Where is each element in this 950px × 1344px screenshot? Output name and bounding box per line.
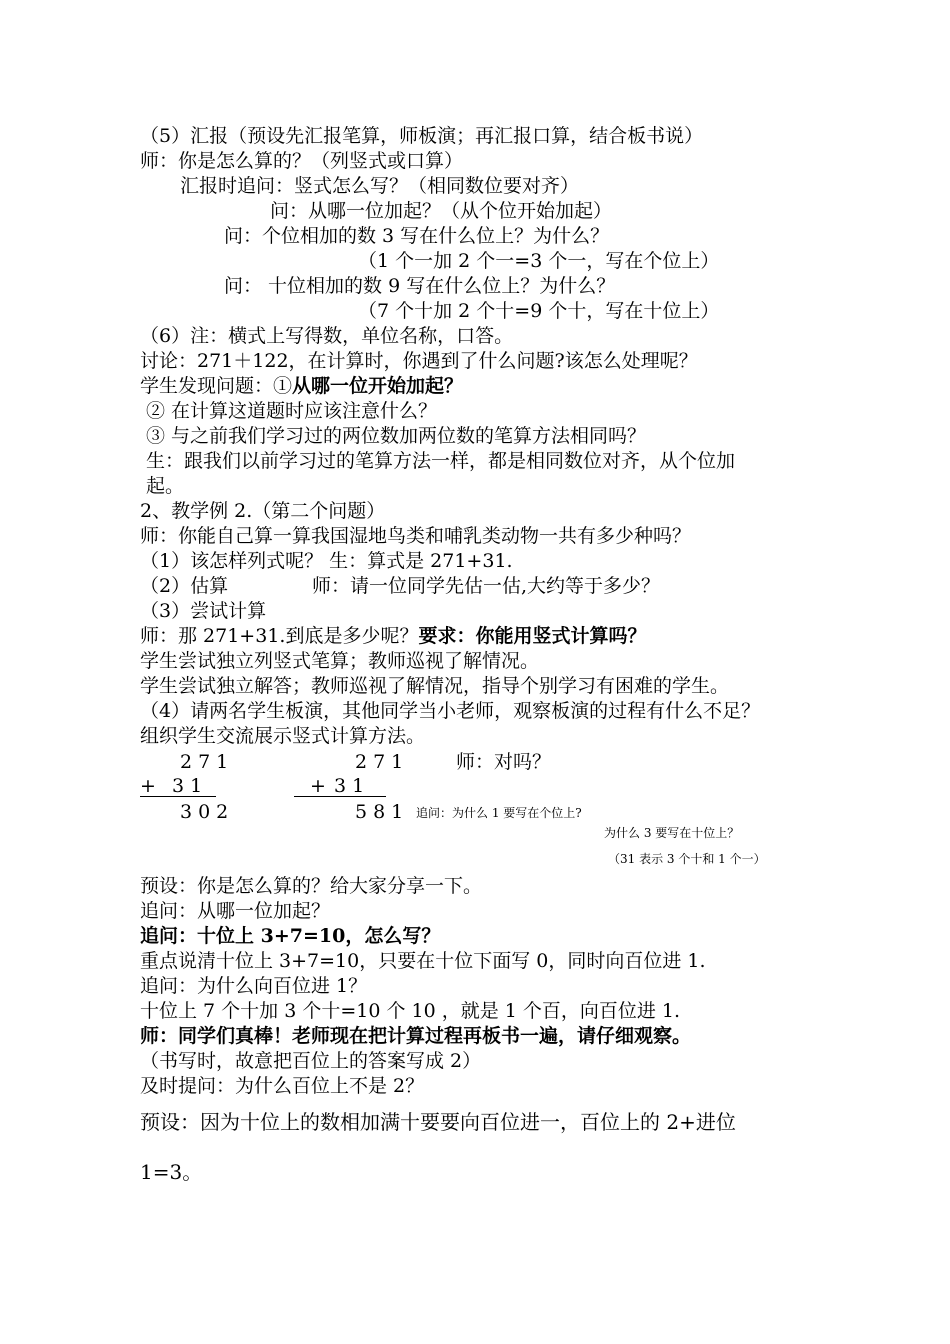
- followup-carry: 追问：为什么向百位进 1？: [140, 975, 368, 997]
- calc-b-operand-row: [294, 774, 386, 797]
- teacher-ask-correct: 师：对吗？: [456, 751, 552, 773]
- timely-question: 及时提问：为什么百位上不是 2？: [140, 1075, 425, 1097]
- calc-b-result: 581: [355, 801, 410, 823]
- followup-note-1: 追问：为什么 1 要写在个位上?: [416, 806, 582, 820]
- student-answer: 生：跟我们以前学习过的笔算方法一样，都是相同数位对齐，从个位加: [146, 450, 736, 472]
- followup-start: 追问：从哪一位加起？: [140, 900, 331, 922]
- calc-b-addend: 31: [334, 775, 371, 797]
- problem-one: 从哪一位开始加起？: [292, 375, 464, 397]
- writing-note: （书写时，故意把百位上的答案写成 2）: [140, 1050, 482, 1072]
- step-three: （3）尝试计算: [140, 600, 267, 622]
- followup-vertical: 汇报时追问：竖式怎么写？（相同数位要对齐）: [180, 175, 580, 197]
- followup-ones: 问：个位相加的数 3 写在什么位上？为什么？: [224, 225, 610, 247]
- preset-reason-cont: 1=3。: [140, 1160, 203, 1184]
- followup-note-2: 为什么 3 要写在十位上？: [604, 826, 740, 840]
- note-line: （6）注：横式上写得数，单位名称，口答。: [140, 325, 514, 347]
- organize-line: 组织学生交流展示竖式计算方法。: [140, 725, 426, 747]
- key-point: 重点说清十位上 3+7=10，只要在十位下面写 0，同时向百位进 1.: [140, 950, 706, 972]
- preset-reason: 预设：因为十位上的数相加满十要要向百位进一，百位上的 2+进位: [140, 1110, 736, 1134]
- carry-explanation: 十位上 7 个十加 3 个十=10 个 10 ，就是 1 个百，向百位进 1.: [140, 1000, 681, 1022]
- followup-note-3: （31 表示 3 个十和 1 个一）: [608, 852, 766, 866]
- answer-ones: （1 个一加 2 个一=3 个一，写在个位上）: [358, 250, 720, 272]
- student-problems: [140, 374, 463, 398]
- calc-b-plus: +: [310, 775, 326, 797]
- teacher-prompt: 师：你能自己算一算我国湿地鸟类和哺乳类动物一共有多少种吗？: [140, 525, 692, 547]
- student-answer-cont: 起。: [146, 475, 185, 497]
- followup-tens: 问： 十位相加的数 9 写在什么位上？为什么？: [224, 275, 616, 297]
- step-one: （1）该怎样列式呢？ 生：算式是 271+31.: [140, 550, 513, 572]
- requirement-bold: 要求：你能用竖式计算吗？: [418, 625, 647, 647]
- student-try-1: 学生尝试独立列竖式笔算；教师巡视了解情况。: [140, 650, 540, 672]
- requirement-line: [140, 624, 646, 648]
- followup-tens-write: 追问：十位上 3+7=10，怎么写？: [140, 925, 441, 947]
- step-four: （4）请两名学生板演，其他同学当小老师，观察板演的过程有什么不足？: [140, 700, 761, 722]
- student-problems-label: 学生发现问题：①: [140, 375, 293, 397]
- teacher-praise: 师：同学们真棒！老师现在把计算过程再板书一遍，请仔细观察。: [140, 1025, 692, 1047]
- calc-a-addend: 31: [172, 775, 209, 797]
- requirement-question: 师：那 271+31.到底是多少呢？: [140, 625, 419, 647]
- example-two-heading: 2、教学例 2.（第二个问题）: [140, 500, 386, 522]
- student-try-2: 学生尝试独立解答；教师巡视了解情况，指导个别学习有困难的学生。: [140, 675, 730, 697]
- preset-share: 预设：你是怎么算的？给大家分享一下。: [140, 875, 483, 897]
- step-two: （2）估算: [140, 575, 229, 597]
- problem-three: ③ 与之前我们学习过的两位数加两位数的笔算方法相同吗？: [146, 425, 647, 447]
- calc-a-top: 271: [180, 751, 235, 773]
- calc-a-result: 302: [180, 801, 235, 823]
- calc-a-plus: +: [140, 775, 156, 797]
- calc-b-top: 271: [355, 751, 410, 773]
- problem-two: ② 在计算这道题时应该注意什么？: [146, 400, 438, 422]
- calc-a-operand-row: [140, 774, 216, 797]
- followup-start-digit: 问：从哪一位加起？（从个位开始加起）: [270, 200, 613, 222]
- report-heading: （5）汇报（预设先汇报笔算，师板演；再汇报口算，结合板书说）: [140, 125, 704, 147]
- step-two-teacher: 师：请一位同学先估一估,大约等于多少？: [312, 575, 661, 597]
- teacher-question: 师：你是怎么算的？（列竖式或口算）: [140, 150, 464, 172]
- answer-tens: （7 个十加 2 个十=9 个十，写在十位上）: [358, 300, 720, 322]
- discussion-line: 讨论：271＋122，在计算时，你遇到了什么问题?该怎么处理呢？: [140, 350, 698, 372]
